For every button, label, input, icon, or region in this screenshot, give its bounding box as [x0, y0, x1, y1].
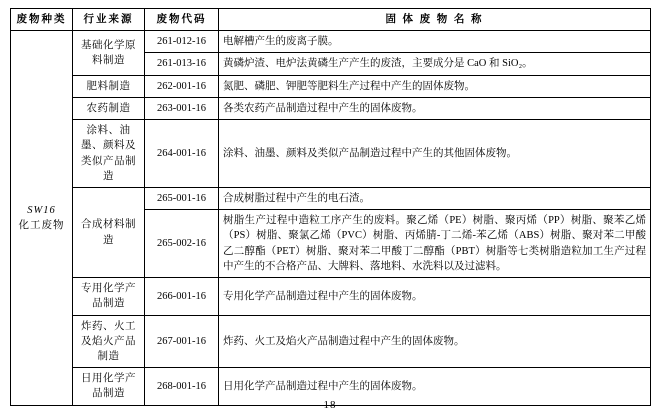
category-cell [11, 31, 73, 405]
waste-code: 264-001-16 [145, 120, 219, 188]
source-cell: 日用化学产品制造 [73, 368, 145, 405]
column-header-category: 废物种类 [11, 9, 73, 31]
table-row [11, 315, 651, 368]
waste-name: 炸药、火工及焰火产品制造过程中产生的固体废物。 [219, 315, 651, 368]
waste-name: 黄磷炉渣、电炉法黄磷生产产生的废渣，主要成分是 CaO 和 SiO₂。 [219, 53, 651, 75]
waste-code: 268-001-16 [145, 368, 219, 405]
table-row [11, 97, 651, 119]
table-row [11, 187, 651, 209]
table-row [11, 75, 651, 97]
source-cell: 专用化学产品制造 [73, 278, 145, 315]
waste-code: 265-001-16 [145, 187, 219, 209]
column-header-code: 废物代码 [145, 9, 219, 31]
column-header-source: 行业来源 [73, 9, 145, 31]
waste-code: 262-001-16 [145, 75, 219, 97]
waste-code: 261-013-16 [145, 53, 219, 75]
waste-name: 树脂生产过程中造粒工序产生的废料。聚乙烯（PE）树脂、聚丙烯（PP）树脂、聚苯乙烯（PS）树脂、聚氯乙烯（PVC）树脂、丙烯腈-丁二烯-苯乙烯（ABS）树脂、聚对苯二甲酸乙二醇酯（PET）树脂、聚对苯二甲酸丁二醇酯（PBT）树脂等七类树脂造粒加工生产过程中产生的不合格产品、大牌料、落地料、水洗料以及过滤料。 [219, 210, 651, 278]
source-cell: 肥料制造 [73, 75, 145, 97]
category-code: SW16 [27, 204, 56, 216]
source-cell: 合成材料制造 [73, 187, 145, 277]
waste-name: 合成树脂过程中产生的电石渣。 [219, 187, 651, 209]
category-label: 化工废物 [18, 219, 65, 231]
waste-code: 266-001-16 [145, 278, 219, 315]
waste-code: 263-001-16 [145, 97, 219, 119]
table-header-row [11, 9, 651, 31]
column-header-name: 固 体 废 物 名 称 [219, 9, 651, 31]
source-cell: 基础化学原料制造 [73, 31, 145, 75]
waste-name: 日用化学产品制造过程中产生的固体废物。 [219, 368, 651, 405]
waste-code: 267-001-16 [145, 315, 219, 368]
waste-name: 专用化学产品制造过程中产生的固体废物。 [219, 278, 651, 315]
waste-code: 261-012-16 [145, 31, 219, 53]
waste-name: 电解槽产生的废离子膜。 [219, 31, 651, 53]
waste-code: 265-002-16 [145, 210, 219, 278]
page-number: — 18 — [307, 399, 353, 411]
table-row [11, 278, 651, 315]
solid-waste-table [10, 8, 651, 406]
source-cell: 农药制造 [73, 97, 145, 119]
waste-name: 各类农药产品制造过程中产生的固体废物。 [219, 97, 651, 119]
table-row [11, 120, 651, 188]
waste-name: 涂料、油墨、颜料及类似产品制造过程中产生的其他固体废物。 [219, 120, 651, 188]
table-row [11, 31, 651, 53]
source-cell: 炸药、火工及焰火产品制造 [73, 315, 145, 368]
source-cell: 涂料、油墨、颜料及类似产品制造 [73, 120, 145, 188]
waste-name: 氮肥、磷肥、钾肥等肥料生产过程中产生的固体废物。 [219, 75, 651, 97]
